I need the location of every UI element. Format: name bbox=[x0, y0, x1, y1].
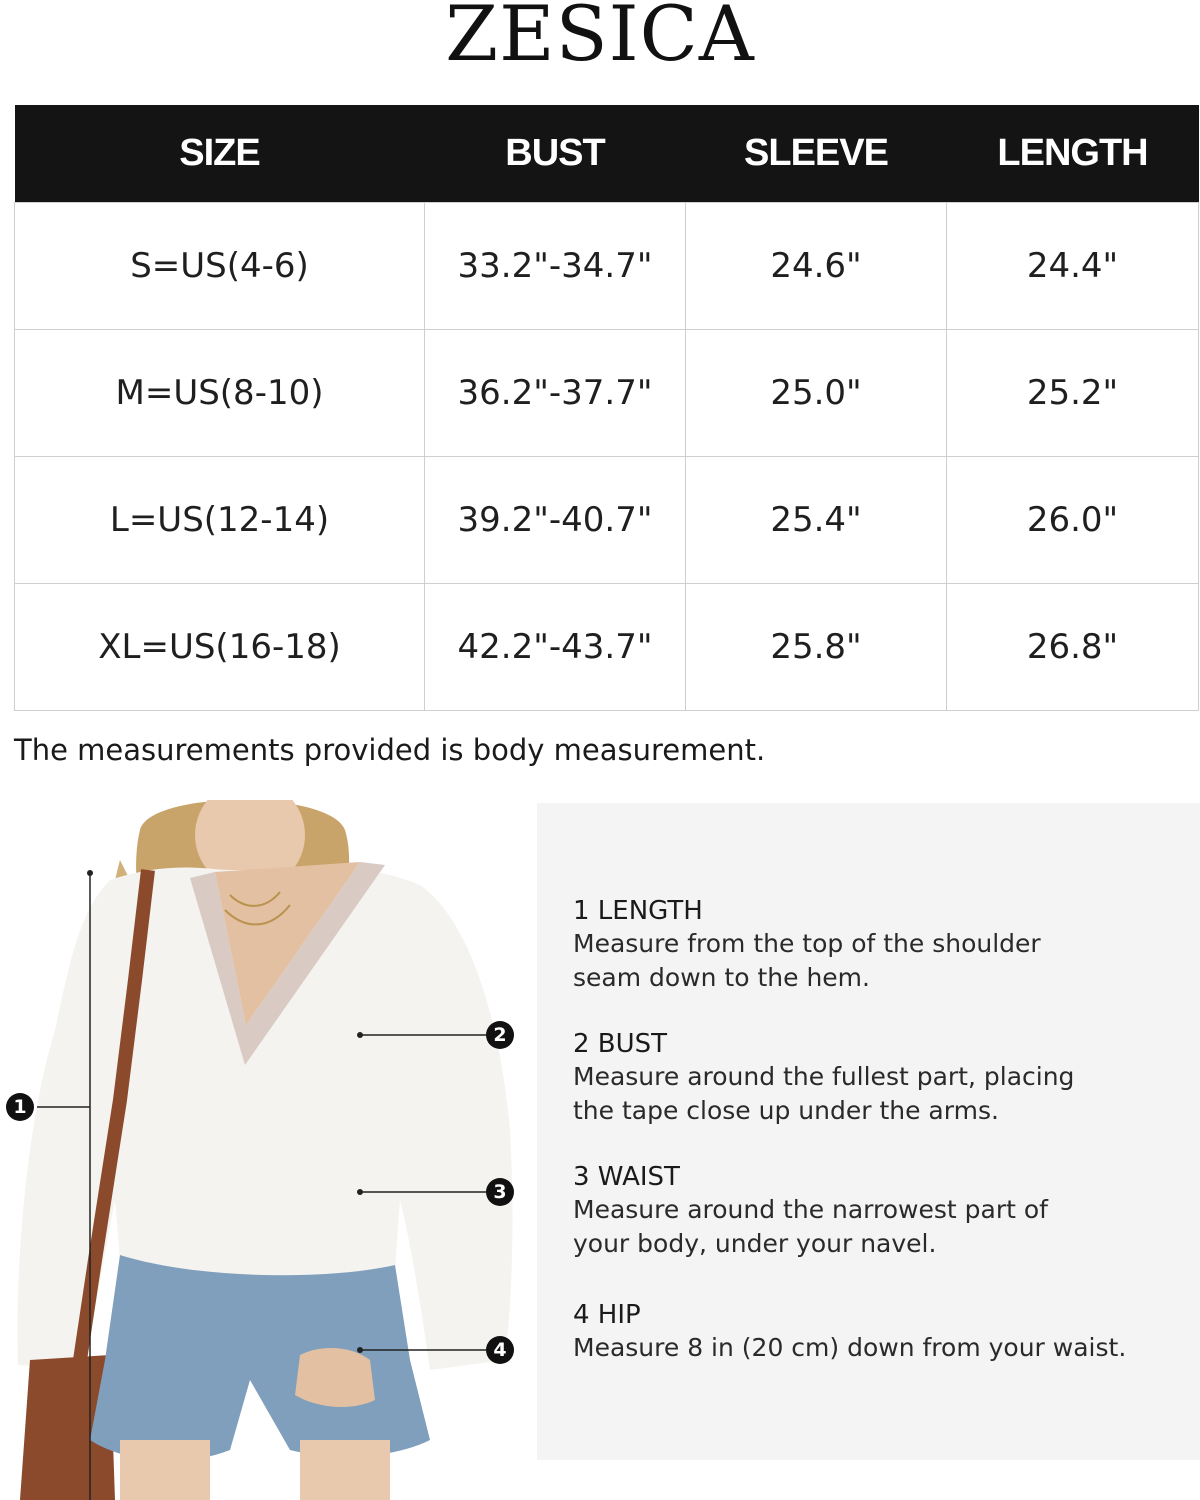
guide-title: 3 WAIST bbox=[573, 1162, 680, 1192]
guide-desc-line: your body, under your navel. bbox=[573, 1229, 937, 1258]
sleeve-cell: 24.6" bbox=[686, 203, 947, 330]
table-row bbox=[15, 584, 1199, 711]
bust-cell: 36.2"-37.7" bbox=[425, 330, 686, 457]
header-length: LENGTH bbox=[947, 105, 1199, 203]
sleeve-cell: 25.8" bbox=[686, 584, 947, 711]
sleeve-cell: 25.0" bbox=[686, 330, 947, 457]
sleeve-cell: 25.4" bbox=[686, 457, 947, 584]
guide-item-bust bbox=[573, 1028, 1183, 1128]
size-cell: XL=US(16-18) bbox=[15, 584, 425, 711]
header-sleeve: SLEEVE bbox=[686, 105, 947, 203]
table-row bbox=[15, 457, 1199, 584]
bust-cell: 42.2"-43.7" bbox=[425, 584, 686, 711]
size-cell: M=US(8-10) bbox=[15, 330, 425, 457]
bust-cell: 39.2"-40.7" bbox=[425, 457, 686, 584]
callout-badge-1: 1 bbox=[6, 1093, 34, 1121]
length-cell: 26.8" bbox=[947, 584, 1199, 711]
table-row bbox=[15, 330, 1199, 457]
guide-title: 4 HIP bbox=[573, 1300, 641, 1330]
guide-desc-line: Measure around the narrowest part of bbox=[573, 1195, 1048, 1224]
callout-badge-4: 4 bbox=[486, 1336, 514, 1364]
guide-desc-line: Measure from the top of the shoulder bbox=[573, 929, 1041, 958]
size-cell: S=US(4-6) bbox=[15, 203, 425, 330]
brand-logo: ZESICA bbox=[445, 0, 755, 78]
length-cell: 26.0" bbox=[947, 457, 1199, 584]
guide-desc-line: Measure 8 in (20 cm) down from your waist. bbox=[573, 1333, 1127, 1362]
bust-cell: 33.2"-34.7" bbox=[425, 203, 686, 330]
guide-desc-line: the tape close up under the arms. bbox=[573, 1096, 999, 1125]
model-photo bbox=[0, 800, 540, 1500]
length-cell: 25.2" bbox=[947, 330, 1199, 457]
size-cell: L=US(12-14) bbox=[15, 457, 425, 584]
measurement-note: The measurements provided is body measurement. bbox=[14, 733, 766, 767]
length-cell: 24.4" bbox=[947, 203, 1199, 330]
callout-badge-3: 3 bbox=[486, 1178, 514, 1206]
header-size: SIZE bbox=[15, 105, 425, 203]
guide-item-hip bbox=[573, 1299, 1183, 1365]
measurement-guide-panel bbox=[537, 803, 1200, 1460]
guide-desc-line: seam down to the hem. bbox=[573, 963, 870, 992]
guide-title: 2 BUST bbox=[573, 1029, 668, 1059]
callout-badge-2: 2 bbox=[486, 1021, 514, 1049]
guide-item-waist bbox=[573, 1161, 1183, 1261]
table-row bbox=[15, 203, 1199, 330]
size-chart-table bbox=[14, 105, 1199, 711]
table-header-row bbox=[15, 105, 1199, 203]
guide-desc-line: Measure around the fullest part, placing bbox=[573, 1062, 1075, 1091]
guide-title: 1 LENGTH bbox=[573, 896, 703, 926]
guide-item-length bbox=[573, 895, 1183, 995]
header-bust: BUST bbox=[425, 105, 686, 203]
